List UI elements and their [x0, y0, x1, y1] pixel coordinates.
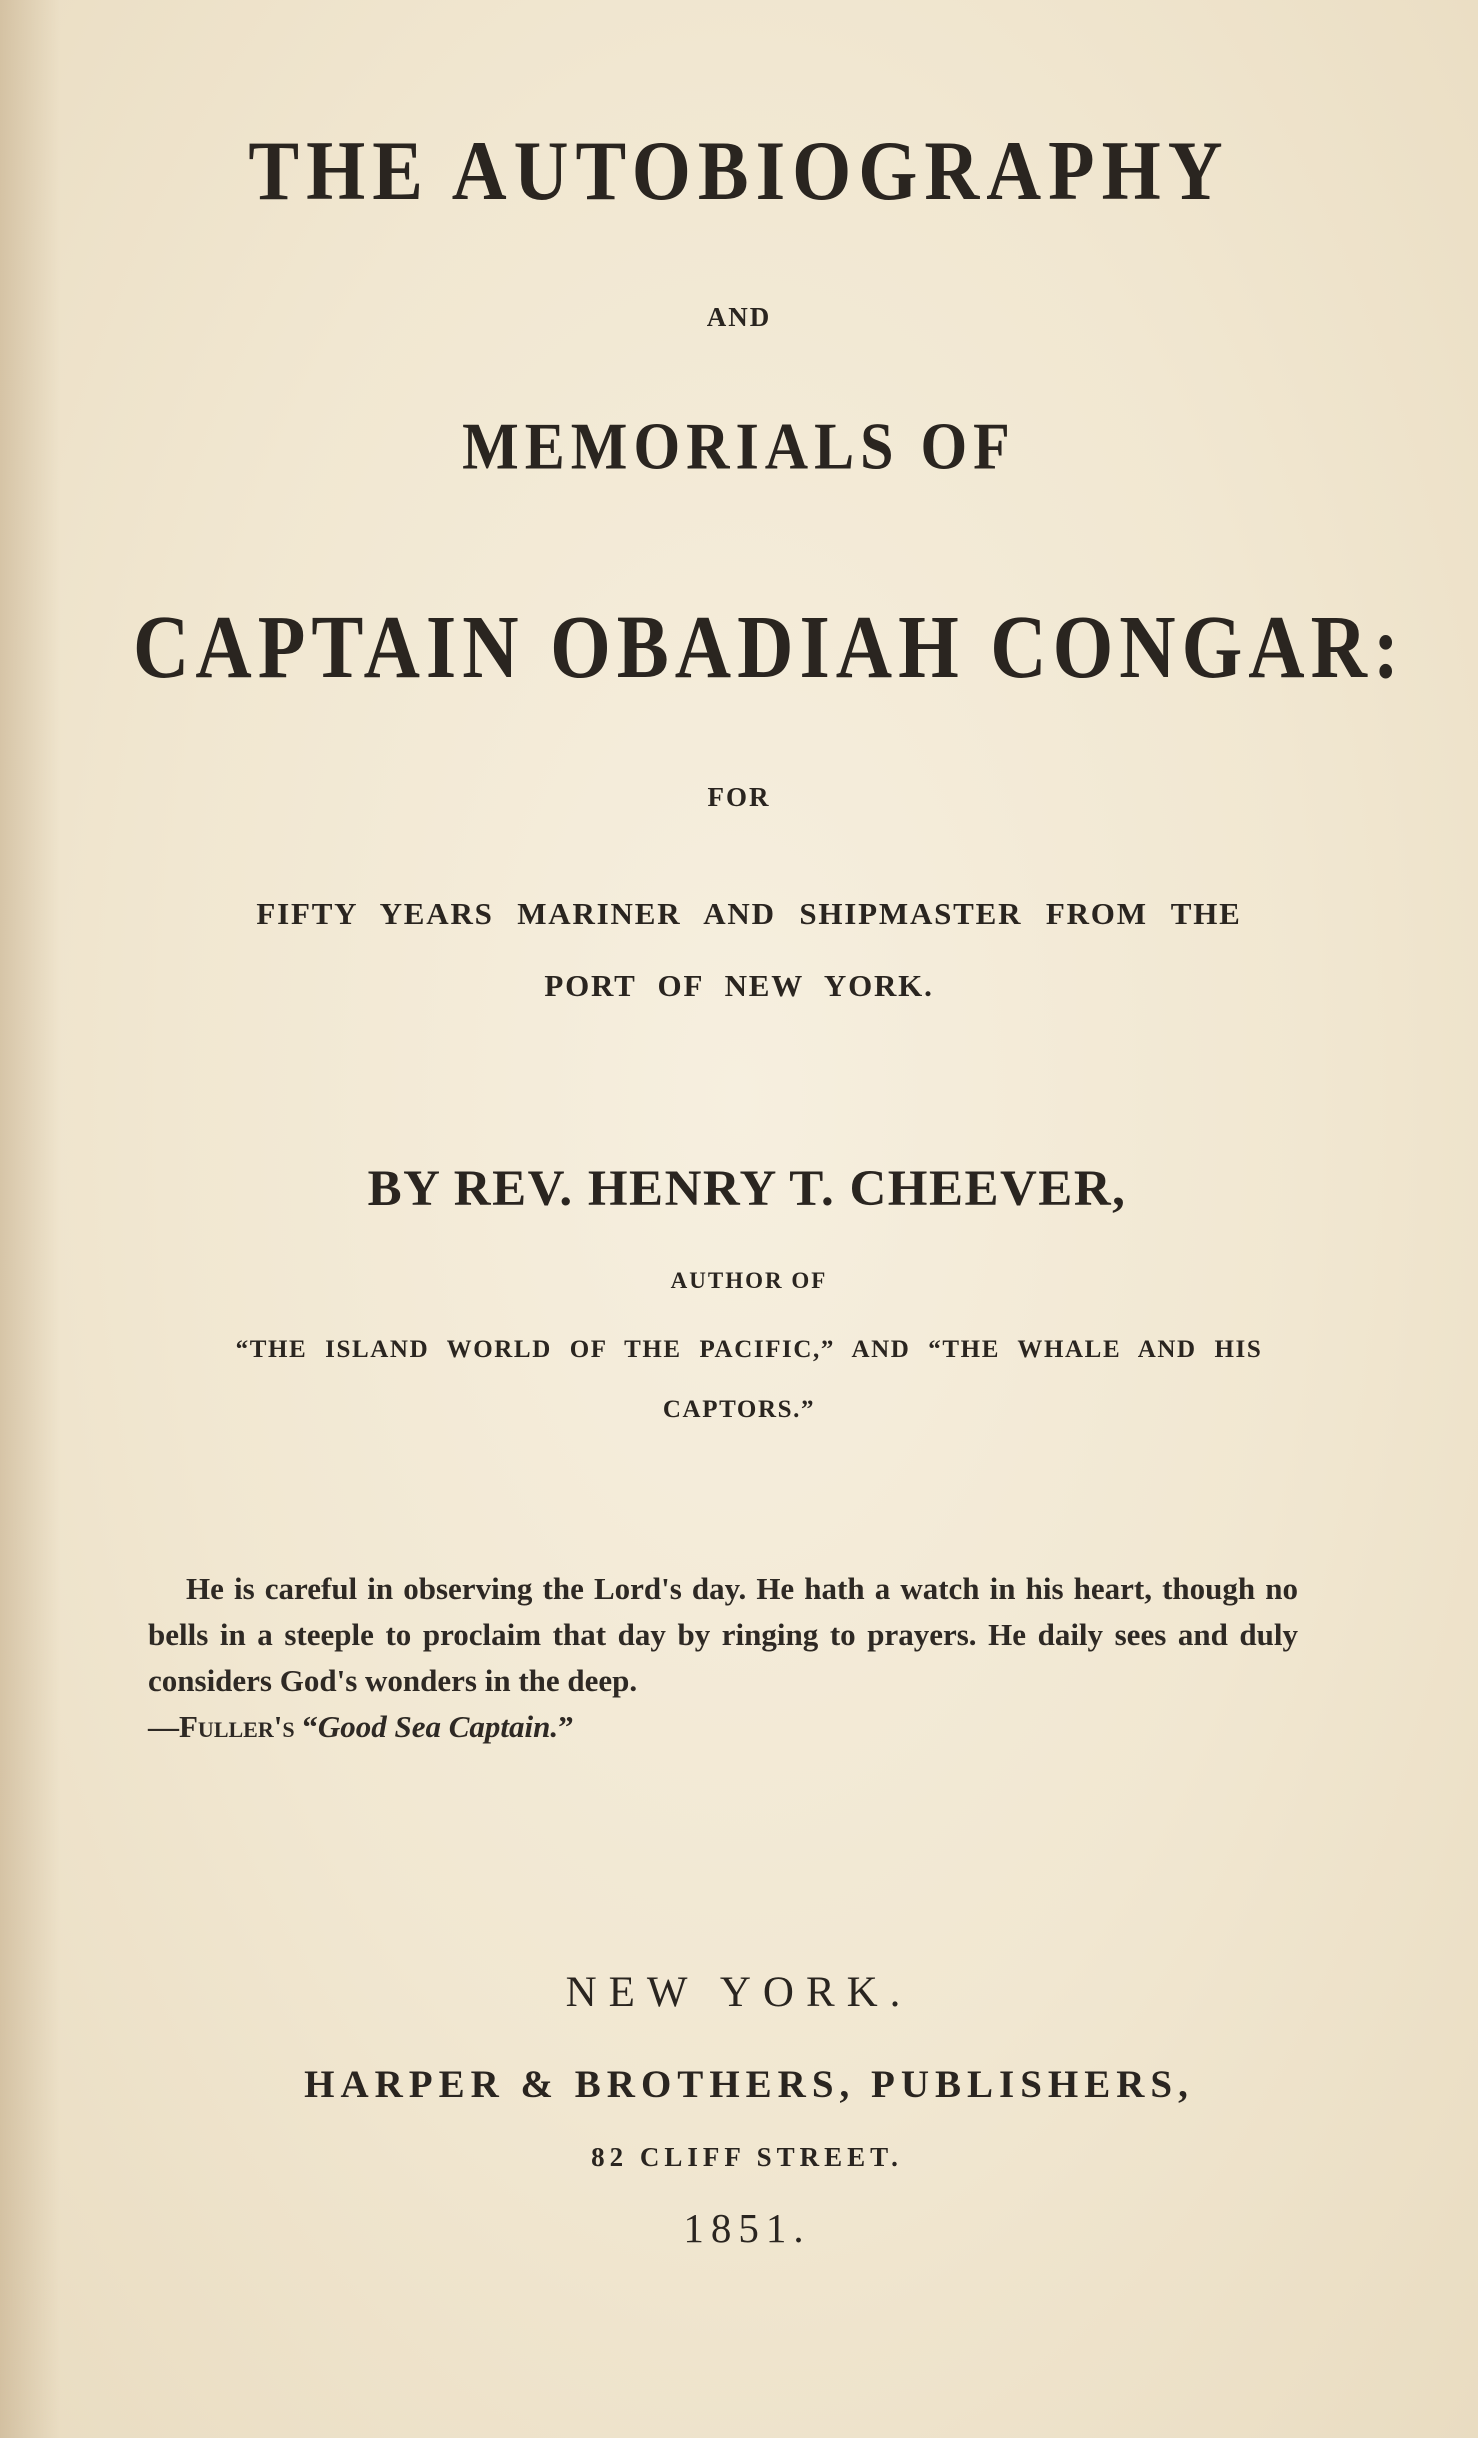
title-conjunction: AND [706, 302, 772, 332]
author-byline: BY REV. HENRY T. CHEEVER, [367, 1161, 1127, 1217]
author-works-line-1: “THE ISLAND WORLD OF THE PACIFIC,” AND “THE WHALE AND HIS [235, 1336, 1263, 1363]
title-line-1: THE AUTOBIOGRAPHY [248, 123, 1230, 218]
subtitle-for: FOR [707, 782, 771, 812]
author-of-label: AUTHOR OF [670, 1268, 828, 1293]
author-works-line-2: CAPTORS.” [662, 1396, 816, 1423]
imprint-city: NEW YORK. [565, 1969, 913, 2016]
imprint-address: 82 CLIFF STREET. [591, 2142, 903, 2172]
epigraph-source-prefix: — [148, 1709, 179, 1744]
epigraph-source-close-quote: ” [558, 1709, 574, 1744]
epigraph [148, 1566, 1298, 1750]
subtitle-line-2: PORT OF NEW YORK. [544, 968, 934, 1003]
subtitle-line-1: FIFTY YEARS MARINER AND SHIPMASTER FROM THE [256, 896, 1242, 931]
title-line-3: CAPTAIN OBADIAH CONGAR: [133, 596, 1405, 697]
epigraph-source-title: Good Sea Captain. [317, 1709, 559, 1744]
imprint-year: 1851. [683, 2205, 811, 2251]
epigraph-source-author: Fuller's [179, 1709, 295, 1744]
epigraph-source-open-quote: “ [294, 1709, 318, 1744]
epigraph-text: He is careful in observing the Lord's day. He hath a watch in his heart, though no bells in a steeple to proclaim that day by ringing to prayers. He daily sees and duly considers God's wonders in the deep. [148, 1571, 1298, 1698]
imprint-publisher: HARPER & BROTHERS, PUBLISHERS, [304, 2063, 1194, 2106]
title-line-2: MEMORIALS OF [462, 408, 1016, 483]
